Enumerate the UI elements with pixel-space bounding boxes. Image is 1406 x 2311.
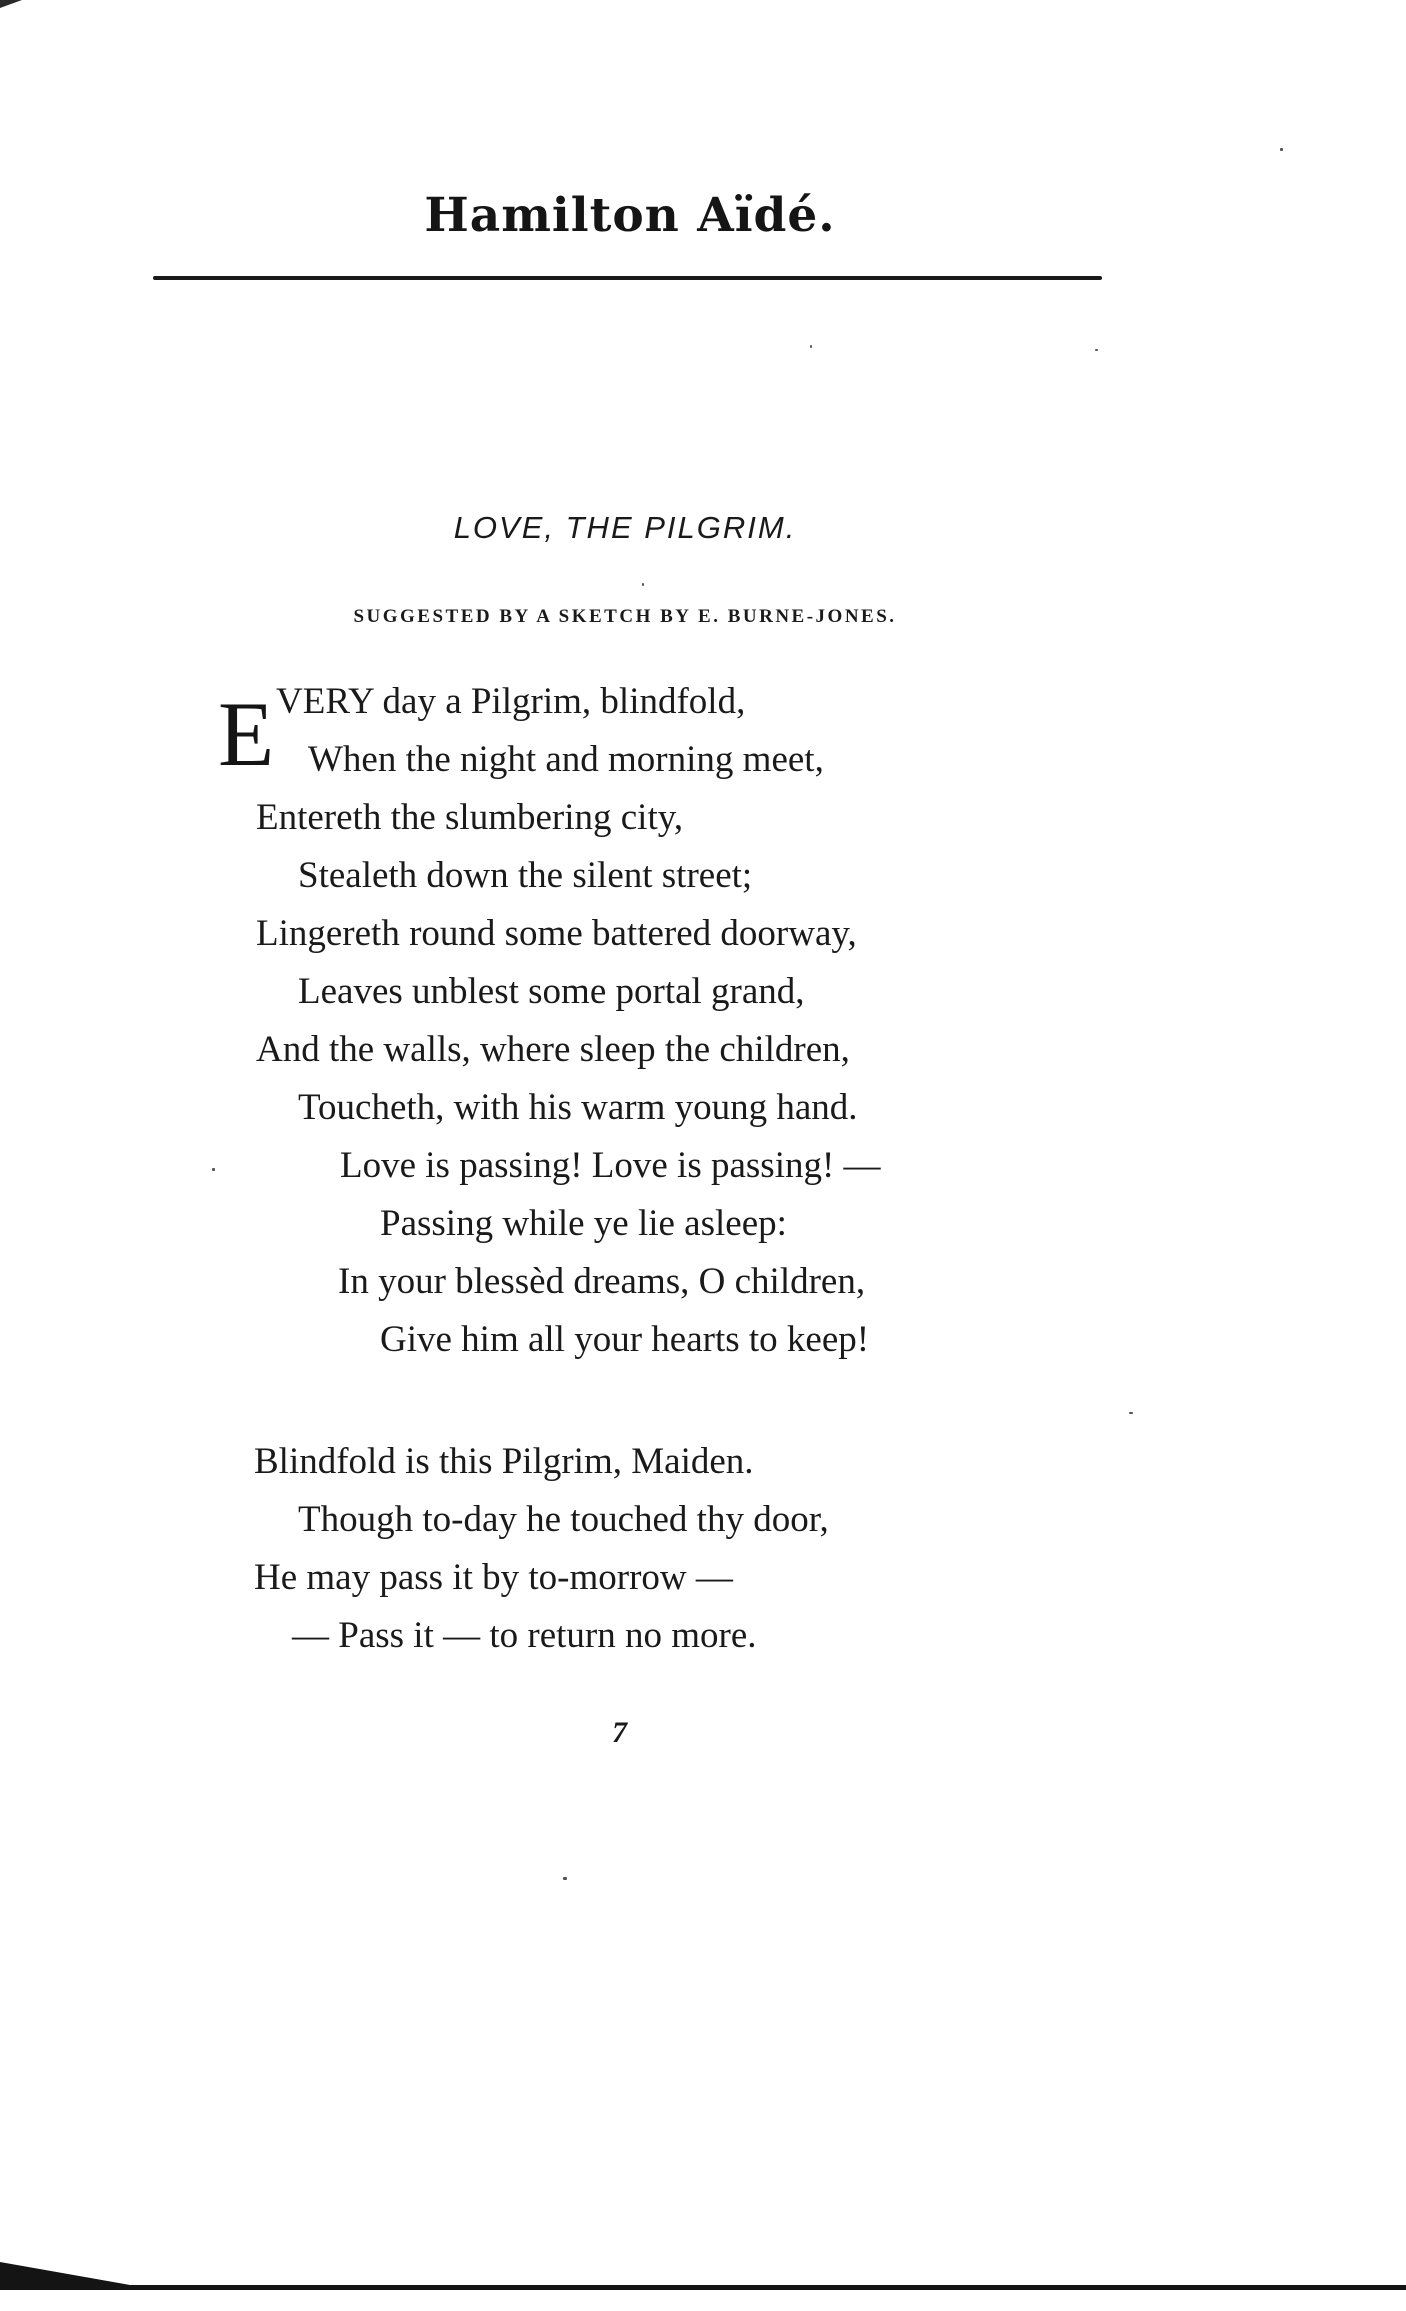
poem-line: Lingereth round some battered doorway,	[256, 913, 857, 954]
scan-corner-mark	[0, 0, 22, 8]
page-number: 7	[612, 1716, 627, 1749]
running-head: Hamilton Aïdé.	[424, 188, 836, 243]
refrain-line: Passing while ye lie asleep:	[380, 1203, 787, 1244]
drop-cap: E	[218, 683, 275, 785]
poem-line: Blindfold is this Pilgrim, Maiden.	[254, 1441, 754, 1482]
poem-line: He may pass it by to-morrow —	[254, 1557, 733, 1598]
poem-line: Though to-day he touched thy door,	[298, 1499, 829, 1540]
poem-line: — Pass it — to return no more.	[292, 1615, 757, 1656]
scan-speck	[1095, 349, 1098, 351]
poem-line: Leaves unblest some portal grand,	[298, 971, 805, 1012]
poem-subtitle: SUGGESTED BY A SKETCH BY E. BURNE-JONES.	[353, 606, 897, 627]
poem-title: LOVE, THE PILGRIM.	[453, 510, 797, 545]
poem-line: Stealeth down the silent street;	[298, 855, 753, 896]
refrain-line: In your blessèd dreams, O children,	[338, 1261, 866, 1302]
poem-line: And the walls, where sleep the children,	[256, 1029, 850, 1070]
scan-edge-shadow	[0, 2262, 130, 2285]
refrain-line: Love is passing! Love is passing! —	[340, 1145, 881, 1186]
scan-speck	[810, 345, 812, 348]
header-rule	[153, 276, 1102, 280]
scan-speck	[212, 1168, 215, 1171]
poem-line: VERY day a Pilgrim, blindfold,	[276, 681, 746, 722]
scan-speck	[563, 1877, 567, 1880]
poem-line: When the night and morning meet,	[308, 739, 824, 780]
refrain-line: Give him all your hearts to keep!	[380, 1319, 870, 1360]
scan-speck	[1280, 148, 1283, 151]
scan-speck	[1129, 1412, 1133, 1414]
poem-line: Entereth the slumbering city,	[256, 797, 684, 838]
poem-line: Toucheth, with his warm young hand.	[298, 1087, 858, 1128]
scan-speck	[642, 583, 644, 586]
scan-bottom-edge	[0, 2285, 1406, 2290]
